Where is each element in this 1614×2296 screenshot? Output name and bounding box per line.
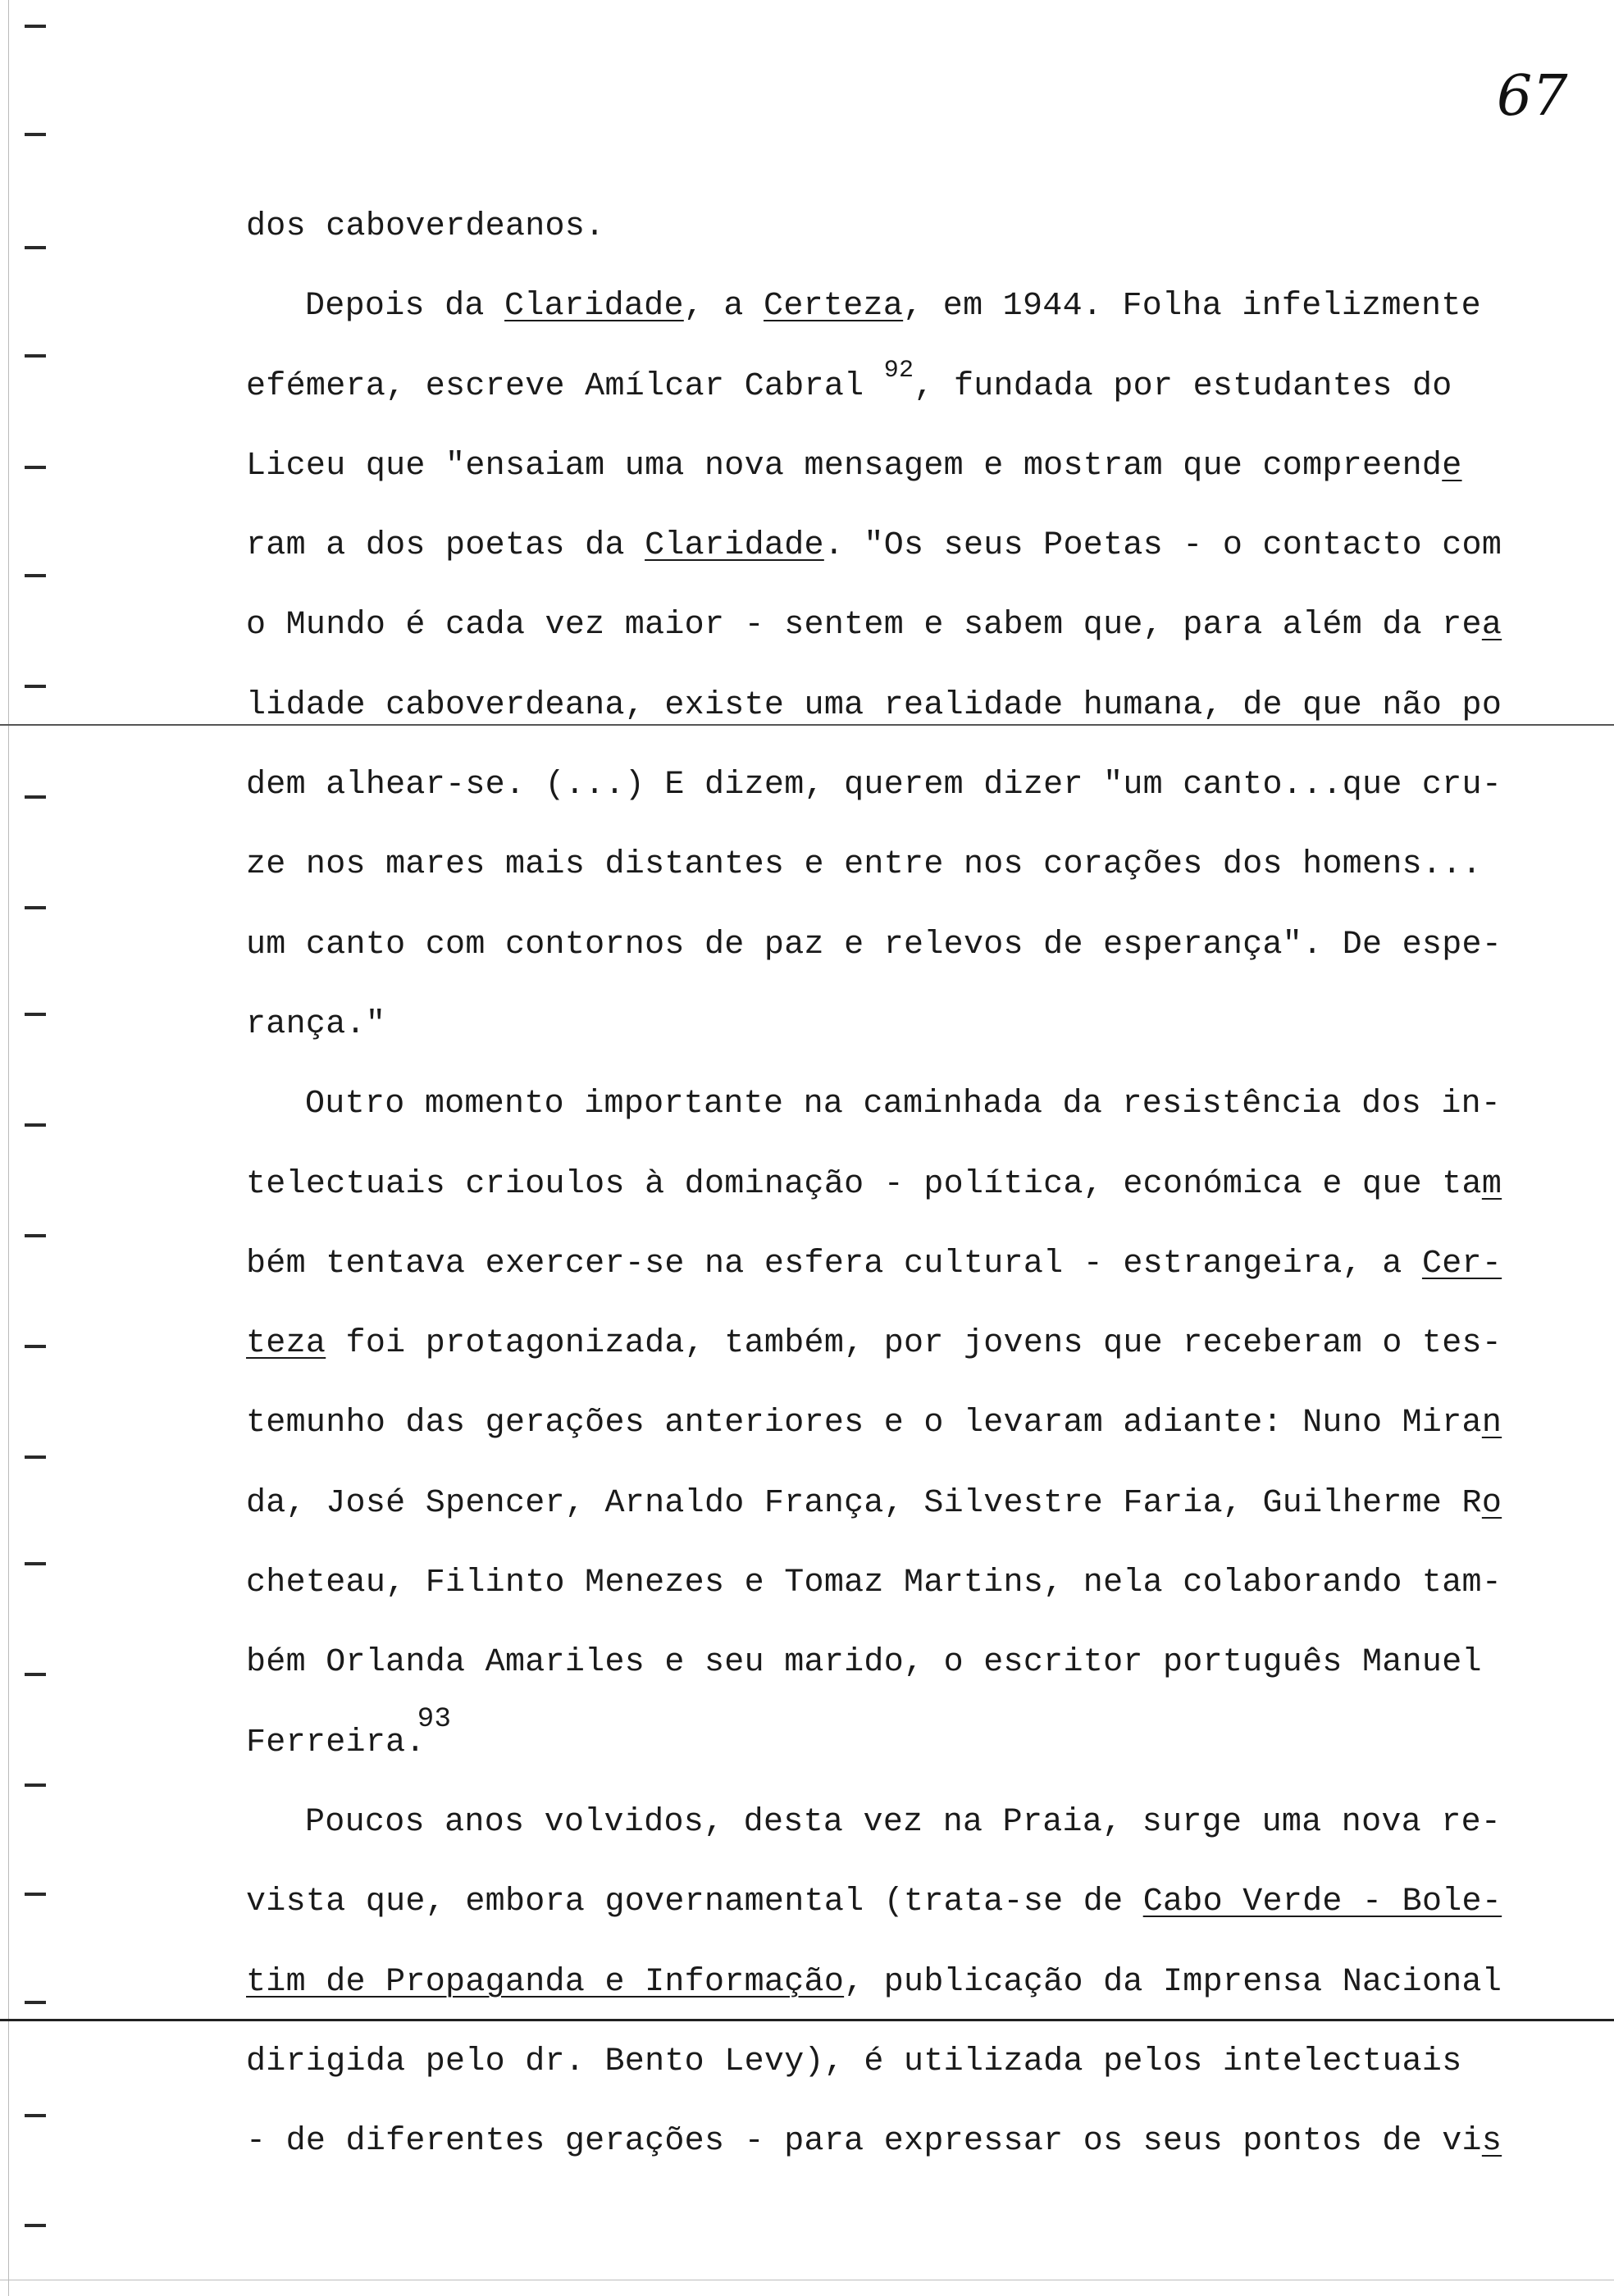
- margin-tick: [25, 1234, 46, 1237]
- text-segment: Outro momento importante na caminhada da resistência dos in-: [305, 1086, 1502, 1123]
- text-line: [246, 681, 1509, 760]
- underlined-title: tim de Propaganda e Informação: [246, 1963, 845, 2001]
- binding-margin-marks: [25, 0, 57, 2296]
- underlined-title: teza: [246, 1325, 326, 1363]
- text-line: [246, 1319, 1509, 1398]
- text-segment: efémera, escreve Amílcar Cabral: [246, 367, 884, 405]
- text-segment: rança.": [246, 1005, 386, 1043]
- text-segment: Ferreira.: [246, 1724, 426, 1761]
- margin-tick: [25, 1456, 46, 1459]
- text-segment: , a: [683, 288, 764, 326]
- underlined-title: Claridade: [645, 527, 824, 565]
- margin-tick: [25, 1893, 46, 1896]
- underlined-title: Certeza: [764, 288, 904, 326]
- margin-tick: [25, 685, 46, 688]
- text-segment: . "Os seus Poetas - o contacto com: [823, 527, 1502, 565]
- text-segment: telectuais crioulos à dominação - política, económica e que ta: [246, 1165, 1482, 1203]
- text-line: [246, 840, 1509, 919]
- margin-tick: [25, 1784, 46, 1787]
- text-line: [246, 1957, 1509, 2037]
- text-line: [246, 1478, 1509, 1558]
- text-segment: e: [1442, 447, 1462, 485]
- text-segment: dos caboverdeanos.: [246, 208, 605, 245]
- text-segment: vista que, embora governamental (trata-se de: [246, 1884, 1143, 1921]
- text-segment: a: [1481, 607, 1502, 645]
- text-line: [246, 1239, 1509, 1319]
- text-segment: Poucos anos volvidos, desta vez na Praia, surge uma nova re-: [305, 1803, 1502, 1841]
- margin-tick: [25, 2224, 46, 2227]
- text-segment: ze nos mares mais distantes e entre nos corações dos homens...: [246, 846, 1482, 884]
- text-segment: bém tentava exercer-se na esfera cultural - estrangeira, a: [246, 1245, 1422, 1282]
- margin-tick: [25, 574, 46, 577]
- text-line: [246, 521, 1509, 600]
- text-segment: um canto com contornos de paz e relevos de esperança". De espe-: [246, 926, 1502, 963]
- text-line: [246, 1000, 1509, 1079]
- text-segment: dem alhear-se. (...) E dizem, querem dizer "um canto...que cru-: [246, 767, 1502, 804]
- text-line: [246, 441, 1509, 521]
- underlined-title: Cabo Verde - Bole-: [1142, 1884, 1502, 1921]
- margin-tick: [25, 1013, 46, 1016]
- text-segment: n: [1481, 1405, 1502, 1442]
- margin-tick: [25, 906, 46, 909]
- text-segment: o: [1481, 1484, 1502, 1522]
- text-line: [246, 1398, 1509, 1478]
- text-segment: foi protagonizada, também, por jovens que receberam o tes-: [326, 1325, 1502, 1363]
- text-segment: cheteau, Filinto Menezes e Tomaz Martins, nela colaborando tam-: [246, 1565, 1502, 1602]
- text-segment: temunho das gerações anteriores e o levaram adiante: Nuno Mira: [246, 1405, 1482, 1442]
- margin-tick: [25, 1345, 46, 1348]
- text-line: [246, 1159, 1509, 1239]
- text-segment: m: [1481, 1165, 1502, 1203]
- text-line: [246, 1703, 1509, 1797]
- text-line: [246, 760, 1509, 840]
- text-segment: Liceu que "ensaiam uma nova mensagem e mostram que compreend: [246, 447, 1443, 485]
- text-segment: Depois da: [305, 288, 505, 326]
- text-segment: , fundada por estudantes do: [914, 367, 1452, 405]
- underlined-title: Cer-: [1421, 1245, 1502, 1282]
- margin-tick: [25, 1562, 46, 1565]
- margin-tick: [25, 2001, 46, 2004]
- margin-tick: [25, 1673, 46, 1676]
- text-line: [246, 600, 1509, 680]
- text-line: [246, 202, 1509, 281]
- body-text: [246, 202, 1509, 2196]
- text-line: [246, 920, 1509, 1000]
- text-segment: bém Orlanda Amariles e seu marido, o escritor português Manuel: [246, 1644, 1482, 1682]
- footnote-ref: 92: [883, 356, 914, 385]
- text-line: [246, 356, 1509, 441]
- text-line: [246, 2037, 1509, 2116]
- text-segment: , publicação da Imprensa Nacional: [844, 1963, 1502, 2001]
- text-line: [246, 1079, 1509, 1159]
- scan-left-edge: [8, 0, 9, 2296]
- text-segment: lidade caboverdeana, existe uma realidade humana, de que não po: [246, 686, 1502, 724]
- margin-tick: [25, 466, 46, 469]
- margin-tick: [25, 25, 46, 28]
- text-line: [246, 1877, 1509, 1957]
- text-segment: dirigida pelo dr. Bento Levy), é utilizada pelos intelectuais: [246, 2043, 1462, 2080]
- text-line: [246, 281, 1509, 361]
- margin-tick: [25, 1123, 46, 1127]
- margin-tick: [25, 133, 46, 136]
- text-line: [246, 1558, 1509, 1638]
- text-line: [246, 2116, 1509, 2196]
- text-line: [246, 1797, 1509, 1877]
- text-segment: , em 1944. Folha infelizmente: [903, 288, 1481, 326]
- margin-tick: [25, 2114, 46, 2117]
- text-segment: - de diferentes gerações - para expressar os seus pontos de vi: [246, 2123, 1482, 2161]
- text-segment: ram a dos poetas da: [246, 527, 645, 565]
- margin-tick: [25, 246, 46, 249]
- text-segment: o Mundo é cada vez maior - sentem e sabem que, para além da re: [246, 607, 1482, 645]
- margin-tick: [25, 354, 46, 358]
- text-segment: da, José Spencer, Arnaldo França, Silvestre Faria, Guilherme R: [246, 1484, 1482, 1522]
- margin-tick: [25, 795, 46, 799]
- footnote-ref: 93: [417, 1703, 452, 1735]
- page-number: 67: [1497, 64, 1568, 129]
- underlined-title: Claridade: [504, 288, 684, 326]
- text-segment: s: [1481, 2123, 1502, 2161]
